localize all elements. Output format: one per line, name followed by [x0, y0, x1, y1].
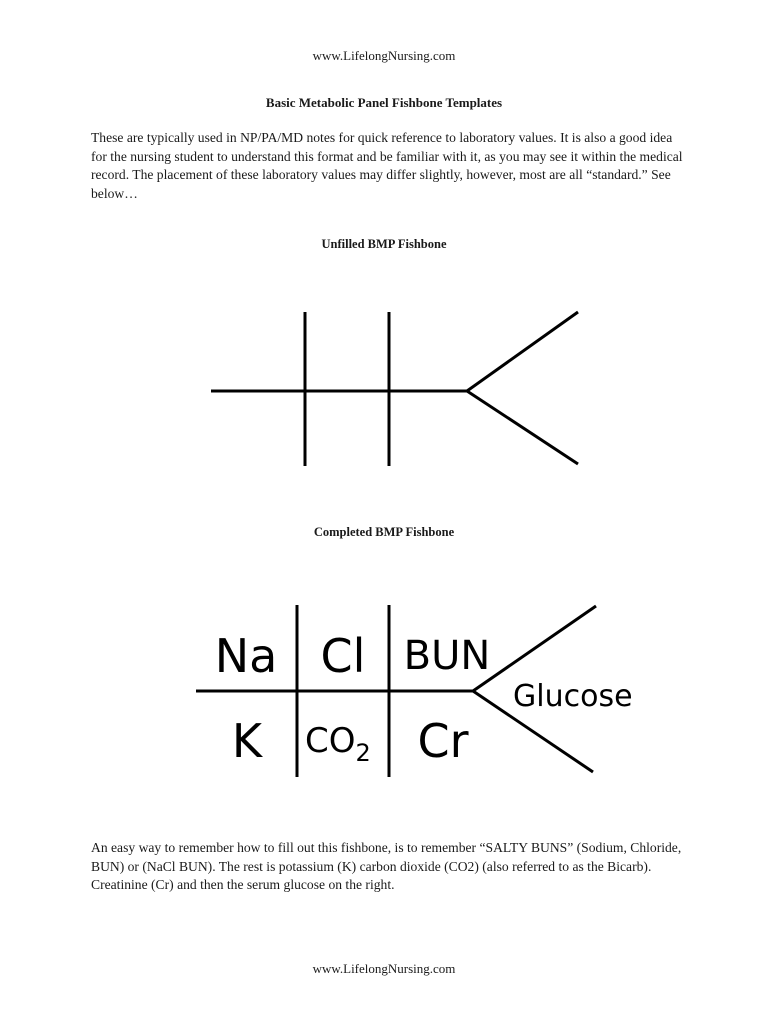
- document-title: Basic Metabolic Panel Fishbone Templates: [265, 95, 503, 110]
- potassium-label: K: [231, 714, 263, 768]
- completed-fishbone-diagram: [0, 595, 768, 785]
- unfilled-fishbone-diagram: [0, 290, 768, 480]
- completed-fishbone-heading: Completed BMP Fishbone: [313, 525, 455, 539]
- intro-paragraph: These are typically used in NP/PA/MD notes for quick reference to laboratory values. It is also a good idea for the nursing student to understand this format and be familiar with it, as you may see it within the medical record. The placement of these laboratory values may differ slightly, however, most are all “standard.” See below…: [91, 130, 683, 201]
- glucose-label: Glucose: [513, 679, 633, 714]
- sodium-label: Na: [214, 629, 278, 683]
- chloride-label: Cl: [320, 629, 366, 683]
- header-url: www.LifelongNursing.com: [312, 48, 456, 63]
- creatinine-label: Cr: [417, 714, 469, 768]
- unfilled-fishbone-heading: Unfilled BMP Fishbone: [321, 237, 447, 251]
- fishbone-lower-branch: [467, 391, 578, 464]
- footer-url: www.LifelongNursing.com: [312, 961, 456, 976]
- co2-label: [305, 721, 371, 767]
- mnemonic-paragraph: An easy way to remember how to fill out this fishbone, is to remember “SALTY BUNS” (Sodium, Chloride, BUN) or (NaCl BUN). The rest is potassium (K) carbon dioxide (CO2) (also referred to as the Bicarb). Creatinine (Cr) and then the serum glucose on the right.: [91, 840, 682, 892]
- fishbone-upper-branch: [467, 312, 578, 391]
- co2-subscript: 2: [355, 739, 371, 767]
- co2-main: CO: [305, 721, 356, 761]
- bun-label: BUN: [403, 633, 491, 679]
